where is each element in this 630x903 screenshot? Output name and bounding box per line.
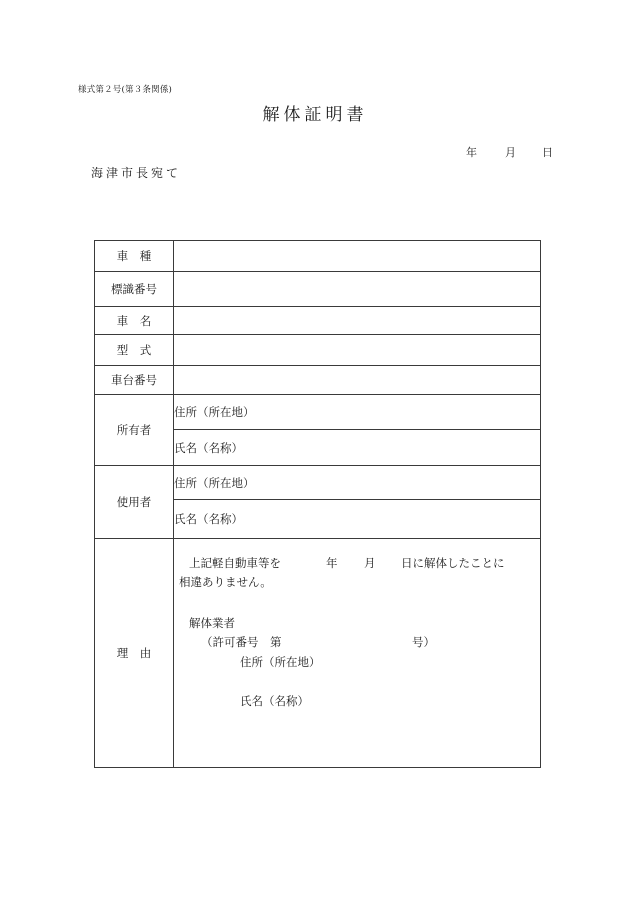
dismantler-name: 氏名（名称） bbox=[240, 694, 309, 708]
field-plate-number[interactable] bbox=[174, 272, 541, 307]
reason-line1-prefix: 上記軽自動車等を bbox=[189, 556, 281, 570]
row-owner-address bbox=[95, 395, 541, 430]
label-vehicle-name: 車 名 bbox=[95, 307, 174, 335]
field-owner-address[interactable]: 住所（所在地） bbox=[174, 395, 541, 430]
label-plate-number: 標識番号 bbox=[95, 272, 174, 307]
reason-line1-suffix: 日に解体したことに bbox=[401, 556, 505, 570]
field-model[interactable] bbox=[174, 335, 541, 366]
row-vehicle-type bbox=[95, 241, 541, 272]
dismantler-address: 住所（所在地） bbox=[240, 655, 321, 669]
row-chassis-number bbox=[95, 366, 541, 395]
label-owner: 所有者 bbox=[95, 395, 174, 466]
field-vehicle-name[interactable] bbox=[174, 307, 541, 335]
label-model: 型 式 bbox=[95, 335, 174, 366]
dismantler-label: 解体業者 bbox=[189, 616, 235, 630]
field-chassis-number[interactable] bbox=[174, 366, 541, 395]
form-number-label: 様式第２号(第３条関係) bbox=[78, 85, 173, 95]
row-reason bbox=[95, 539, 541, 768]
label-chassis-number: 車台番号 bbox=[95, 366, 174, 395]
reason-line2: 相違ありません。 bbox=[179, 575, 272, 589]
row-vehicle-name bbox=[95, 307, 541, 335]
field-reason[interactable] bbox=[174, 539, 541, 768]
row-plate-number bbox=[95, 272, 541, 307]
permit-number-suffix: 号） bbox=[412, 635, 435, 649]
label-vehicle-type: 車 種 bbox=[95, 241, 174, 272]
field-user-address[interactable]: 住所（所在地） bbox=[174, 466, 541, 500]
label-reason: 理 由 bbox=[95, 539, 174, 768]
field-user-name[interactable]: 氏名（名称） bbox=[174, 500, 541, 539]
date-month-label: 月 bbox=[505, 146, 516, 159]
field-vehicle-type[interactable] bbox=[174, 241, 541, 272]
label-user: 使用者 bbox=[95, 466, 174, 539]
addressee: 海津市長宛て bbox=[91, 166, 182, 180]
date-day-label: 日 bbox=[542, 146, 553, 159]
row-user-address bbox=[95, 466, 541, 500]
field-owner-name[interactable]: 氏名（名称） bbox=[174, 430, 541, 466]
permit-number-prefix: （許可番号 第 bbox=[201, 635, 282, 649]
reason-line1-month: 月 bbox=[364, 556, 376, 570]
date-year-label: 年 bbox=[466, 146, 477, 159]
certificate-table bbox=[94, 240, 541, 768]
row-model bbox=[95, 335, 541, 366]
reason-line1-year: 年 bbox=[326, 556, 338, 570]
document-title: 解体証明書 bbox=[262, 105, 368, 125]
